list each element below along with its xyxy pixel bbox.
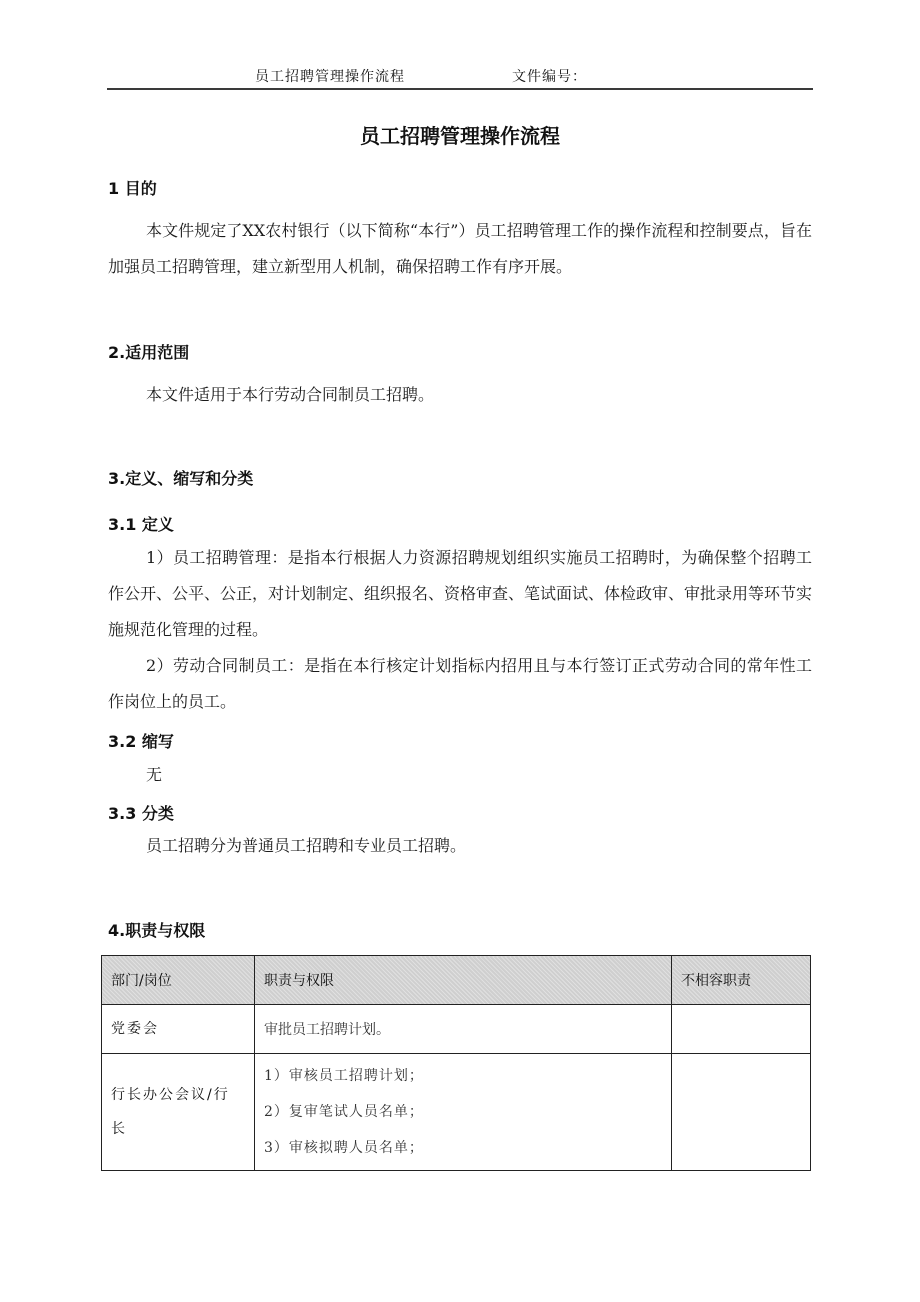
abbreviation-text: 无 [146,765,163,784]
section-4-heading: 4.职责与权限 [108,921,206,940]
incompatible-cell [672,1054,811,1171]
duty-list [264,1054,662,1170]
duty-item: 2）复审笔试人员名单； [264,1104,424,1120]
definition-item-1: 1）员工招聘管理：是指本行根据人力资源招聘规划组织实施员工招聘时，为确保整个招聘工作公开、公平、公正，对计划制定、组织报名、资格审查、笔试面试、体检政审、审批录用等环节实施规范化管理的过程。 [108,548,813,639]
duties-table [101,955,811,1171]
duty-item: 审批员工招聘计划。 [264,1022,390,1038]
duties-cell [255,1005,672,1054]
duty-item: 3）审核拟聘人员名单； [264,1140,424,1156]
section-3-2-heading: 3.2 缩写 [108,732,174,751]
table-row [102,1054,811,1171]
header-doc-number-label: 文件编号： [512,69,587,85]
dept-cell [102,1054,255,1171]
definition-item-2: 2）劳动合同制员工：是指在本行核定计划指标内招用且与本行签订正式劳动合同的常年性工作岗位上的员工。 [108,656,812,711]
section-1-heading: 1 目的 [108,179,157,198]
table-header-row [102,956,811,1005]
section-1-paragraph: 本文件规定了XX农村银行（以下简称“本行”）员工招聘管理工作的操作流程和控制要点，旨在加强员工招聘管理，建立新型用人机制，确保招聘工作有序开展。 [108,221,812,276]
classification-text: 员工招聘分为普通员工招聘和专业员工招聘。 [146,836,467,855]
section-2-heading: 2.适用范围 [108,343,190,362]
section-3-3-heading: 3.3 分类 [108,804,174,823]
table-row [102,1005,811,1054]
section-3-heading: 3.定义、缩写和分类 [108,469,254,488]
column-header-incompatible: 不相容职责 [672,956,811,1005]
incompatible-cell [672,1005,811,1054]
document-title: 员工招聘管理操作流程 [360,124,560,148]
dept-cell [102,1005,255,1054]
page-header [107,60,813,90]
section-2-paragraph: 本文件适用于本行劳动合同制员工招聘。 [146,385,435,404]
duties-cell [255,1054,672,1171]
header-title: 员工招聘管理操作流程 [255,69,405,85]
duty-item: 1）审核员工招聘计划； [264,1068,424,1084]
column-header-dept: 部门/岗位 [102,956,255,1005]
section-3-1-heading: 3.1 定义 [108,515,174,534]
column-header-duties: 职责与权限 [255,956,672,1005]
dept-name: 行长办公会议/行长 [111,1087,230,1137]
dept-name: 党委会 [111,1021,159,1037]
